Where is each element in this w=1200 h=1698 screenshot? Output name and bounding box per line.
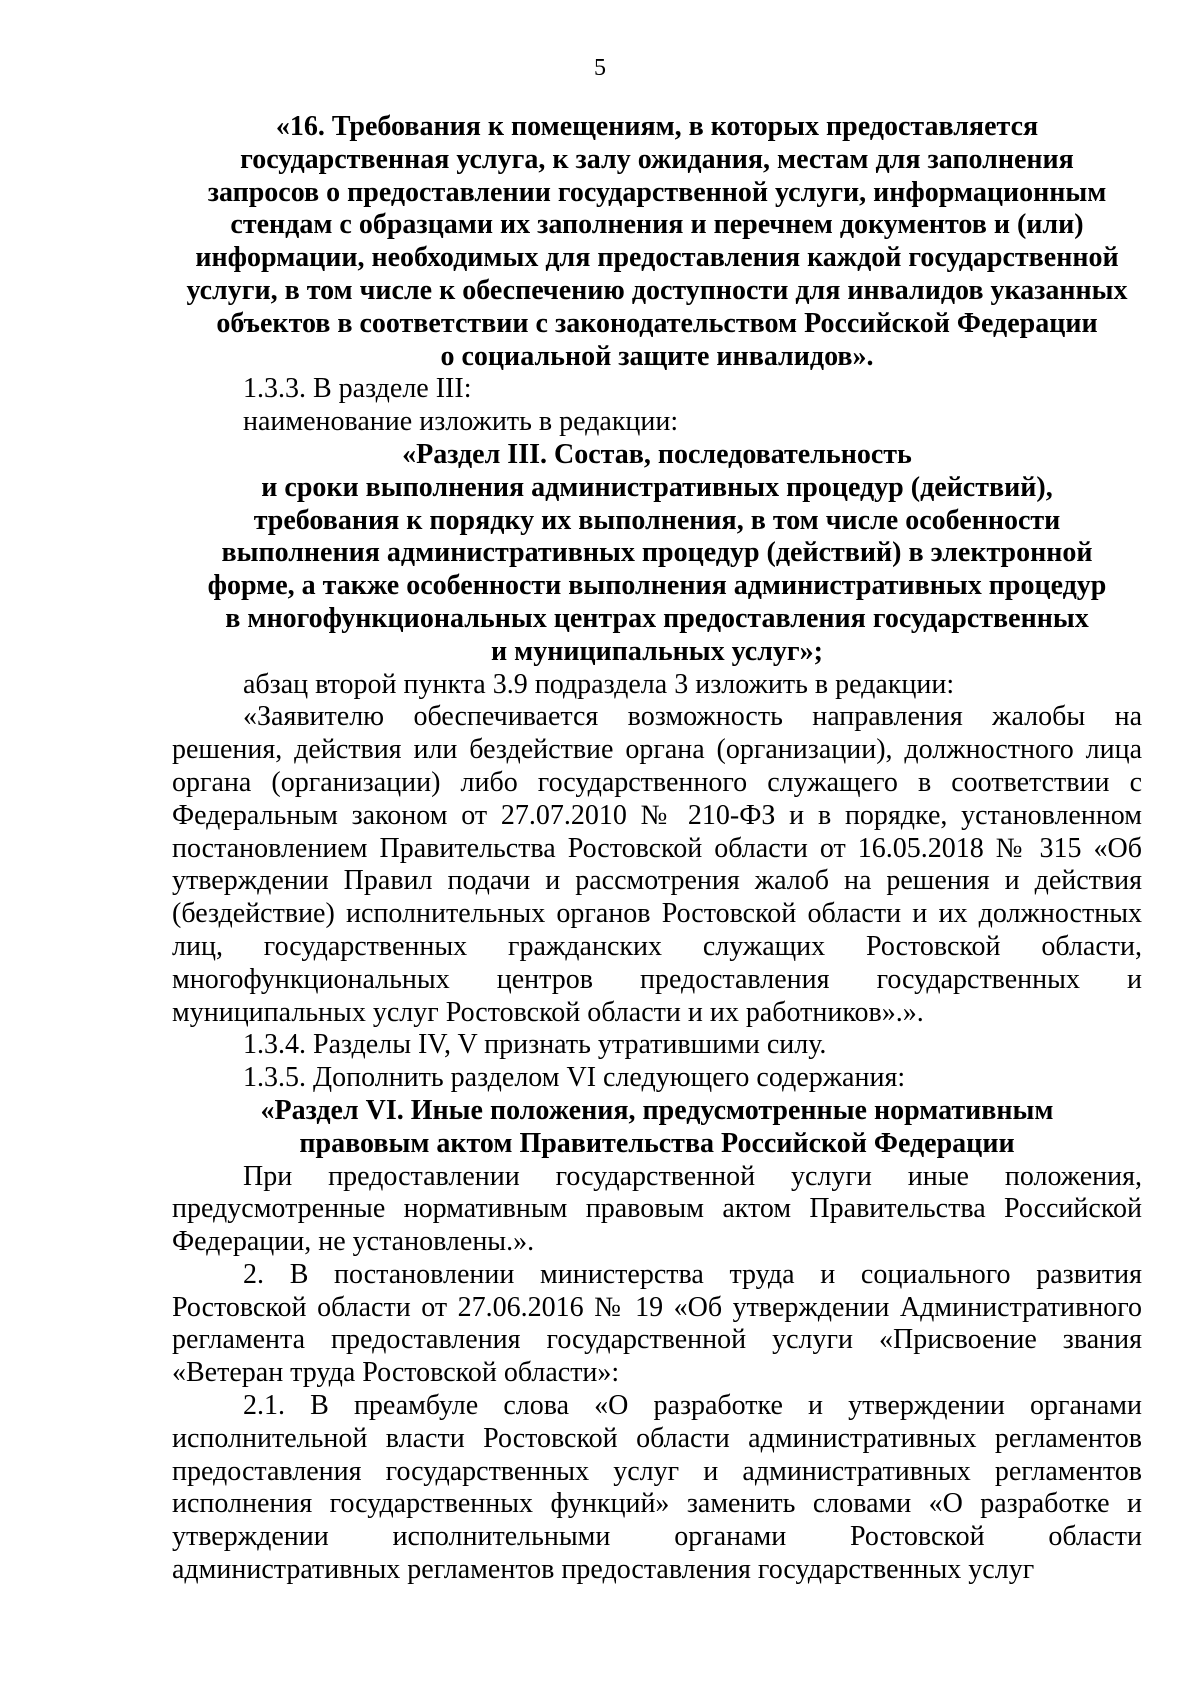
document-body — [172, 111, 1142, 1587]
heading-16-line: стендам с образцами их заполнения и перечнем документов и (или) — [230, 209, 1084, 241]
heading-section-3 — [172, 439, 1142, 669]
heading-section-3-line: «Раздел III. Состав, последовательность — [402, 438, 912, 470]
page-number: 5 — [594, 55, 606, 81]
paragraph-2-1: 2.1. В преамбуле слова «О разработке и утверждении органами исполнительной власти Ростовской области административных регламентов предоставления государственных услуг и административных регламентов исполнения государственных функций» заменить словами «О разработке и утверждении исполнительными органами Ростовской области административных регламентов предоставления государственных услуг — [172, 1390, 1142, 1586]
heading-16-line: объектов в соответствии с законодательством Российской Федерации — [216, 307, 1098, 339]
heading-section-3-line: и сроки выполнения административных процедур (действий), — [261, 471, 1053, 503]
heading-16-line: услуги, в том числе к обеспечению доступности для инвалидов указанных — [186, 274, 1128, 306]
heading-section-3-line: выполнения административных процедур (действий) в электронной — [221, 537, 1093, 569]
heading-16-line: запросов о предоставлении государственной услуги, информационным — [207, 176, 1107, 208]
paragraph-zayavitelyu: «Заявителю обеспечивается возможность направления жалобы на решения, действия или бездействие органа (организации), должностного лица органа (организации) либо государственного служащего в соответствии с Федеральным законом от 27.07.2010 № 210-ФЗ и в порядке, установленном постановлением Правительства Ростовской области от 16.05.2018 № 315 «Об утверждении Правил подачи и рассмотрения жалоб на решения и действия (бездействие) исполнительных органов Ростовской области и их должностных лиц, государственных гражданских служащих Ростовской области, многофункциональных центров предоставления государственных и муниципальных услуг Ростовской области и их работников».». — [172, 701, 1142, 1028]
heading-section-3-line: требования к порядку их выполнения, в том числе особенности — [253, 504, 1061, 536]
heading-section-6-line: «Раздел VI. Иные положения, предусмотренные нормативным — [260, 1094, 1054, 1126]
paragraph-1-3-3: 1.3.3. В разделе III: — [243, 373, 472, 405]
paragraph-1-3-5: 1.3.5. Дополнить разделом VI следующего содержания: — [243, 1062, 906, 1094]
heading-section-3-line: и муниципальных услуг»; — [491, 635, 823, 667]
heading-section-3-line: форме, а также особенности выполнения административных процедур — [207, 570, 1107, 602]
heading-section-6-line: правовым актом Правительства Российской Федерации — [299, 1127, 1015, 1159]
heading-section-6 — [172, 1095, 1142, 1161]
paragraph-2: 2. В постановлении министерства труда и социального развития Ростовской области от 27.06.2016 № 19 «Об утверждении Административного регламента предоставления государственной услуги «Присвоение звания «Ветеран труда Ростовской области»: — [172, 1258, 1142, 1389]
heading-16-line: о социальной защите инвалидов». — [440, 340, 874, 372]
paragraph-naimenovanie: наименование изложить в редакции: — [243, 406, 679, 438]
paragraph-pri: При предоставлении государственной услуги иные положения, предусмотренные нормативным правовым актом Правительства Российской Федерации, не установлены.». — [172, 1160, 1142, 1258]
heading-16-line: «16. Требования к помещениям, в которых предоставляется — [275, 111, 1039, 142]
paragraph-abzac: абзац второй пункта 3.9 подраздела 3 изложить в редакции: — [243, 668, 955, 700]
heading-section-3-line: в многофункциональных центрах предоставления государственных — [225, 602, 1089, 634]
heading-16-line: государственная услуга, к залу ожидания, местам для заполнения — [240, 143, 1074, 175]
heading-16 — [172, 111, 1142, 373]
paragraph-1-3-4: 1.3.4. Разделы IV, V признать утратившими силу. — [243, 1029, 827, 1061]
heading-16-line: информации, необходимых для предоставления каждой государственной — [195, 242, 1119, 274]
